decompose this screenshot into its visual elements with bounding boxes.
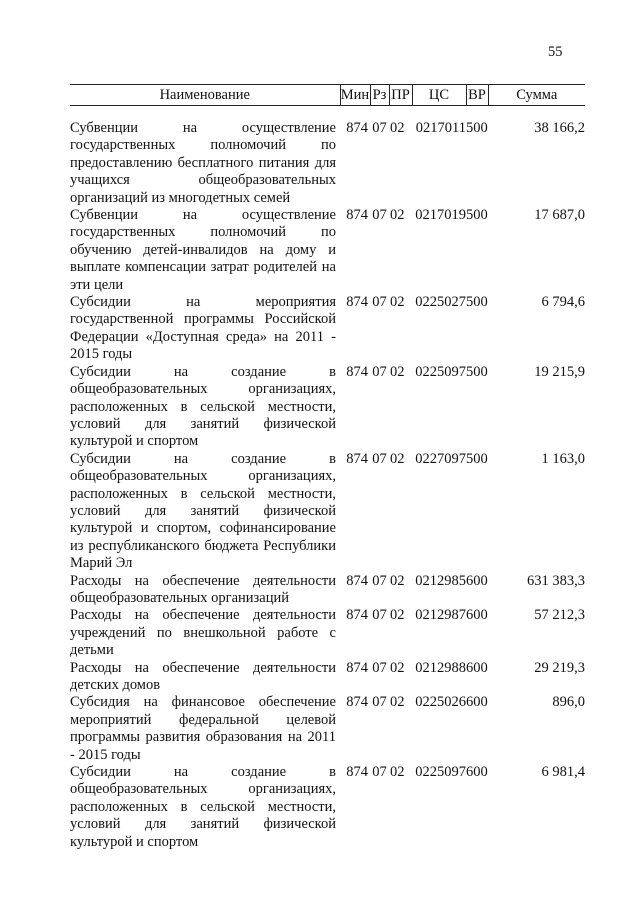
cell-name: Расходы на обеспечение деятельности детских домов [70, 659, 336, 693]
cell-cs: 0225097 [415, 363, 466, 380]
cell-name: Субсидия на финансовое обеспечение мероприятий федеральной целевой программы развития образования на 2011 - 2015 годы [70, 694, 336, 763]
cell-sum: 19 215,9 [534, 363, 585, 380]
cell-pr: 02 [390, 363, 405, 380]
cell-min: 874 [346, 207, 368, 224]
header-cs: ЦС [412, 85, 466, 106]
table-row [70, 207, 585, 294]
table-row [70, 607, 585, 659]
cell-pr: 02 [390, 294, 405, 311]
cell-rz: 07 [372, 207, 387, 224]
cell-pr: 02 [390, 207, 405, 224]
cell-vr: 600 [466, 607, 488, 624]
cell-cs: 0225027 [415, 294, 466, 311]
cell-rz: 07 [372, 607, 387, 624]
cell-vr: 500 [466, 120, 488, 136]
cell-sum: 6 794,6 [541, 294, 585, 311]
cell-min: 874 [346, 572, 368, 589]
cell-rz: 07 [372, 120, 387, 136]
cell-vr: 500 [466, 207, 488, 224]
cell-min: 874 [346, 694, 368, 711]
cell-cs: 0212987 [415, 607, 466, 624]
cell-rz: 07 [372, 450, 387, 467]
table-row [70, 364, 585, 451]
cell-pr: 02 [390, 607, 405, 624]
cell-rz: 07 [372, 294, 387, 311]
cell-min: 874 [346, 450, 368, 467]
cell-vr: 600 [466, 764, 488, 781]
header-name: Наименование [70, 85, 340, 106]
cell-pr: 02 [390, 694, 405, 711]
header-spacer [70, 106, 585, 121]
cell-name: Субсидии на мероприятия государственной программы Российской Федерации «Доступная среда» на 2011 - 2015 годы [70, 294, 336, 363]
cell-cs: 0217019 [415, 207, 466, 224]
cell-vr: 600 [466, 694, 488, 711]
cell-cs: 0227097 [415, 450, 466, 467]
cell-min: 874 [346, 294, 368, 311]
cell-cs: 0212988 [415, 659, 466, 676]
cell-rz: 07 [372, 572, 387, 589]
header-sum: Сумма [488, 85, 585, 106]
table-row [70, 660, 585, 695]
cell-min: 874 [346, 120, 368, 136]
cell-name: Субсидии на создание в общеобразовательных организациях, расположенных в сельской местности, условий для занятий физической культурой и спортом, софинансирование из республиканского бюджета Республики Марий Эл [70, 450, 336, 572]
cell-rz: 07 [372, 694, 387, 711]
header-pr: ПР [389, 85, 412, 106]
cell-pr: 02 [390, 659, 405, 676]
cell-sum: 29 219,3 [534, 659, 585, 676]
header-min: Мин [340, 85, 370, 106]
header-vr: ВР [466, 85, 488, 106]
cell-name: Субсидии на создание в общеобразовательных организациях, расположенных в сельской местности, условий для занятий физической культурой и спортом [70, 764, 336, 850]
cell-pr: 02 [390, 450, 405, 467]
table-row [70, 120, 585, 207]
cell-sum: 57 212,3 [534, 607, 585, 624]
cell-sum: 896,0 [552, 694, 585, 711]
cell-min: 874 [346, 607, 368, 624]
page-number: 55 [548, 44, 563, 60]
cell-rz: 07 [372, 659, 387, 676]
cell-cs: 0212985 [415, 572, 466, 589]
cell-vr: 600 [466, 572, 488, 589]
cell-pr: 02 [390, 120, 405, 136]
cell-name: Расходы на обеспечение деятельности общеобразовательных организаций [70, 572, 336, 606]
cell-sum: 38 166,2 [534, 120, 585, 136]
cell-rz: 07 [372, 363, 387, 380]
table-row [70, 451, 585, 573]
cell-sum: 631 383,3 [527, 572, 585, 589]
cell-name: Субсидии на создание в общеобразовательных организациях, расположенных в сельской местности, условий для занятий физической культурой и спортом [70, 363, 336, 450]
cell-rz: 07 [372, 764, 387, 781]
cell-cs: 0217011 [415, 120, 466, 136]
cell-min: 874 [346, 659, 368, 676]
cell-min: 874 [346, 363, 368, 380]
cell-vr: 600 [466, 659, 488, 676]
table-row [70, 694, 585, 764]
header-rz: Рз [370, 85, 389, 106]
table-row [70, 573, 585, 608]
table-header-row [70, 85, 585, 106]
table-row [70, 294, 585, 364]
cell-vr: 500 [466, 450, 488, 467]
cell-cs: 0225097 [415, 764, 466, 781]
cell-pr: 02 [390, 764, 405, 781]
cell-vr: 500 [466, 363, 488, 380]
cell-name: Расходы на обеспечение деятельности учреждений по внешкольной работе с детьми [70, 607, 336, 659]
table-row [70, 764, 585, 851]
cell-sum: 17 687,0 [534, 207, 585, 224]
table-body [70, 106, 585, 852]
cell-sum: 6 981,4 [541, 764, 585, 781]
cell-pr: 02 [390, 572, 405, 589]
cell-name: Субвенции на осуществление государственных полномочий по предоставлению бесплатного питания для учащихся общеобразовательных организаций из многодетных семей [70, 120, 336, 206]
cell-min: 874 [346, 764, 368, 781]
cell-cs: 0225026 [415, 694, 466, 711]
budget-table [70, 84, 585, 851]
cell-vr: 500 [466, 294, 488, 311]
cell-name: Субвенции на осуществление государственных полномочий по обучению детей-инвалидов на дому и выплате компенсации затрат родителей на эти цели [70, 207, 336, 293]
cell-sum: 1 163,0 [541, 450, 585, 467]
